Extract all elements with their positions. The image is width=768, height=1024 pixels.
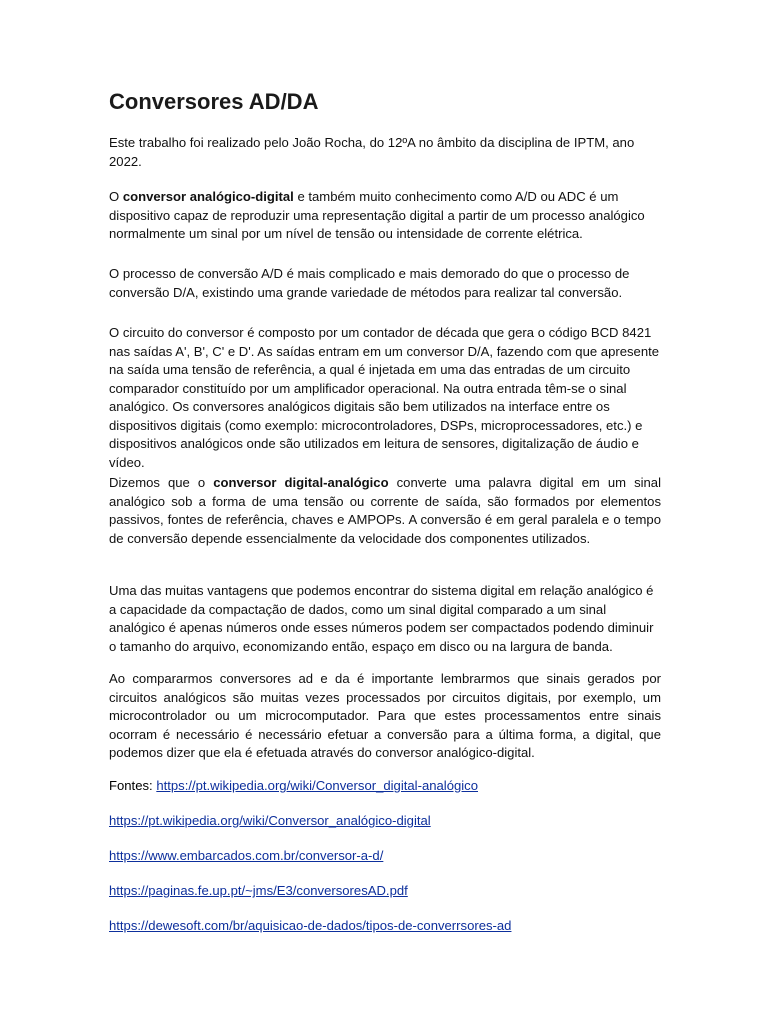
source-link-5[interactable]: https://dewesoft.com/br/aquisicao-de-dados/tipos-de-converrsores-ad — [109, 918, 512, 933]
adc-paragraph — [109, 188, 661, 244]
comparison-paragraph: Ao compararmos conversores ad e da é importante lembrarmos que sinais gerados por circuitos analógicos são muitas vezes processados por circuitos digitais, por exemplo, um microcontrolador ou um microcomputador. Para que estes processamentos entre sinais ocorram é necessário é necessário efetuar a conversão para a última forma, a digital, que podemos dizer que ela é efetuada através do conversor analógico-digital. — [109, 671, 661, 760]
source-link-3[interactable]: https://www.embarcados.com.br/conversor-a-d/ — [109, 848, 384, 863]
source-line-4 — [109, 882, 408, 900]
adc-rest: e também muito conhecimento como A/D ou ADC é um dispositivo capaz de reproduzir uma representação digital a partir de um processo analógico normalmente um sinal por um nível de tensão ou intensidade de corrente elétrica. — [109, 189, 645, 241]
source-link-4[interactable]: https://paginas.fe.up.pt/~jms/E3/conversoresAD.pdf — [109, 883, 408, 898]
advantages-paragraph: Uma das muitas vantagens que podemos encontrar do sistema digital em relação analógico é a capacidade da compactação de dados, como um sinal digital comparado a um sinal analógico é apenas números onde esses números podem ser compactados podendo diminuir o tamanho do arquivo, economizando então, espaço em disco ou na largura de banda. — [109, 583, 654, 654]
page-title: Conversores AD/DA — [109, 89, 319, 114]
source-line-3 — [109, 847, 383, 865]
source-line-5 — [109, 917, 511, 935]
adc-term: conversor analógico-digital — [122, 189, 294, 204]
conversion-process-paragraph: O processo de conversão A/D é mais complicado e mais demorado do que o processo de conversão D/A, existindo uma grande variedade de métodos para realizar tal conversão. — [109, 266, 630, 300]
dac-lead: Dizemos que o — [109, 475, 214, 490]
source-link-1[interactable]: https://pt.wikipedia.org/wiki/Conversor_digital-analógico — [156, 778, 478, 793]
dac-term: conversor digital-analógico — [213, 475, 389, 490]
source-link-2[interactable]: https://pt.wikipedia.org/wiki/Conversor_analógico-digital — [109, 813, 431, 828]
intro-paragraph: Este trabalho foi realizado pelo João Rocha, do 12ºA no âmbito da disciplina de IPTM, ano 2022. — [109, 135, 635, 169]
sources-label: Fontes: — [109, 778, 157, 793]
adc-lead: O — [109, 189, 123, 204]
circuit-paragraph: O circuito do conversor é composto por um contador de década que gera o código BCD 8421 nas saídas A', B', C' e D'. As saídas entram em um conversor D/A, fazendo com que apresente na saída uma tensão de referência, a qual é injetada em uma das entradas de um circuito comparador constituído por um amplificador operacional. Na outra entrada têm-se o sinal analógico. Os conversores analógicos digitais são bem utilizados na interface entre os dispositivos digitais (como exemplo: microcontroladores, DSPs, microprocessadores, etc.) e dispositivos analógicos onde são utilizados em leitura de sensores, digitalização de áudio e vídeo. — [109, 325, 660, 470]
source-line-2 — [109, 812, 431, 830]
dac-paragraph — [109, 474, 661, 548]
dac-rest: converte uma palavra digital em um sinal analógico sob a forma de uma tensão ou corrente de saída, são formados por elementos passivos, fontes de referência, chaves e AMPOPs. A conversão é em geral paralela e o tempo de conversão depende essencialmente da velocidade dos componentes utilizados. — [109, 475, 662, 546]
sources-line — [109, 777, 478, 795]
